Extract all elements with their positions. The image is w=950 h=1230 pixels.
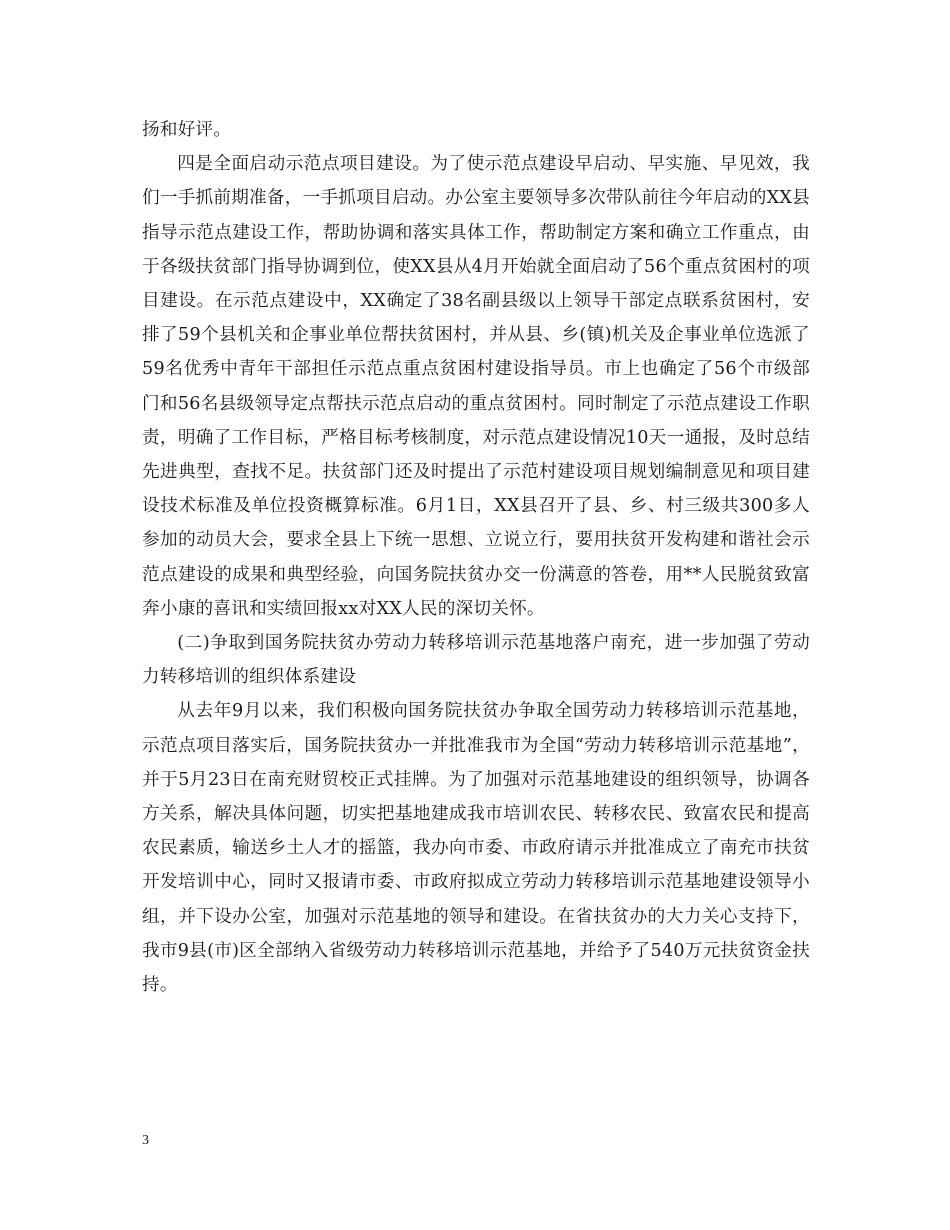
page-number: 3 <box>142 1133 149 1148</box>
paragraph-training-base: 从去年9月以来，我们积极向国务院扶贫办争取全国劳动力转移培训示范基地，示范点项目落实后，国务院扶贫办一并批准我市为全国“劳动力转移培训示范基地”，并于5月23日在南充财贸校正式挂牌。为了加强对示范基地建设的组织领导，协调各方关系，解决具体问题，切实把基地建成我市培训农民、转移农民、致富农民和提高农民素质，输送乡土人才的摇篮，我办向市委、市政府请示并批准成立了南充市扶贫开发培训中心，同时又报请市委、市政府拟成立劳动力转移培训示范基地建设领导小组，并下设办公室，加强对示范基地的领导和建设。在省扶贫办的大力关心支持下，我市9县(市)区全部纳入省级劳动力转移培训示范基地，并给予了540万元扶贫资金扶持。 <box>142 701 810 996</box>
section-heading-training-base: (二)争取到国务院扶贫办劳动力转移培训示范基地落户南充，进一步加强了劳动力转移培训的组织体系建设 <box>142 633 810 688</box>
document-body <box>142 113 810 1002</box>
paragraph-continuation: 扬和好评。 <box>142 120 232 140</box>
paragraph-demonstration-projects: 四是全面启动示范点项目建设。为了使示范点建设早启动、早实施、早见效，我们一手抓前期准备，一手抓项目启动。办公室主要领导多次带队前往今年启动的XX县指导示范点建设工作，帮助协调和落实具体工作，帮助制定方案和确立工作重点，由于各级扶贫部门指导协调到位，使XX县从4月开始就全面启动了56个重点贫困村的项目建设。在示范点建设中，XX确定了38名副县级以上领导干部定点联系贫困村，安排了59个县机关和企事业单位帮扶贫困村，并从县、乡(镇)机关及企事业单位选派了59名优秀中青年干部担任示范点重点贫困村建设指导员。市上也确定了56个市级部门和56名县级领导定点帮扶示范点启动的重点贫困村。同时制定了示范点建设工作职责，明确了工作目标，严格目标考核制度，对示范点建设情况10天一通报，及时总结先进典型，查找不足。扶贫部门还及时提出了示范村建设项目规划编制意见和项目建设技术标准及单位投资概算标准。6月1日，XX县召开了县、乡、村三级共300多人参加的动员大会，要求全县上下统一思想、立说立行，要用扶贫开发构建和谐社会示范点建设的成果和典型经验，向国务院扶贫办交一份满意的答卷，用**人民脱贫致富奔小康的喜讯和实绩回报xx对XX人民的深切关怀。 <box>142 154 810 619</box>
